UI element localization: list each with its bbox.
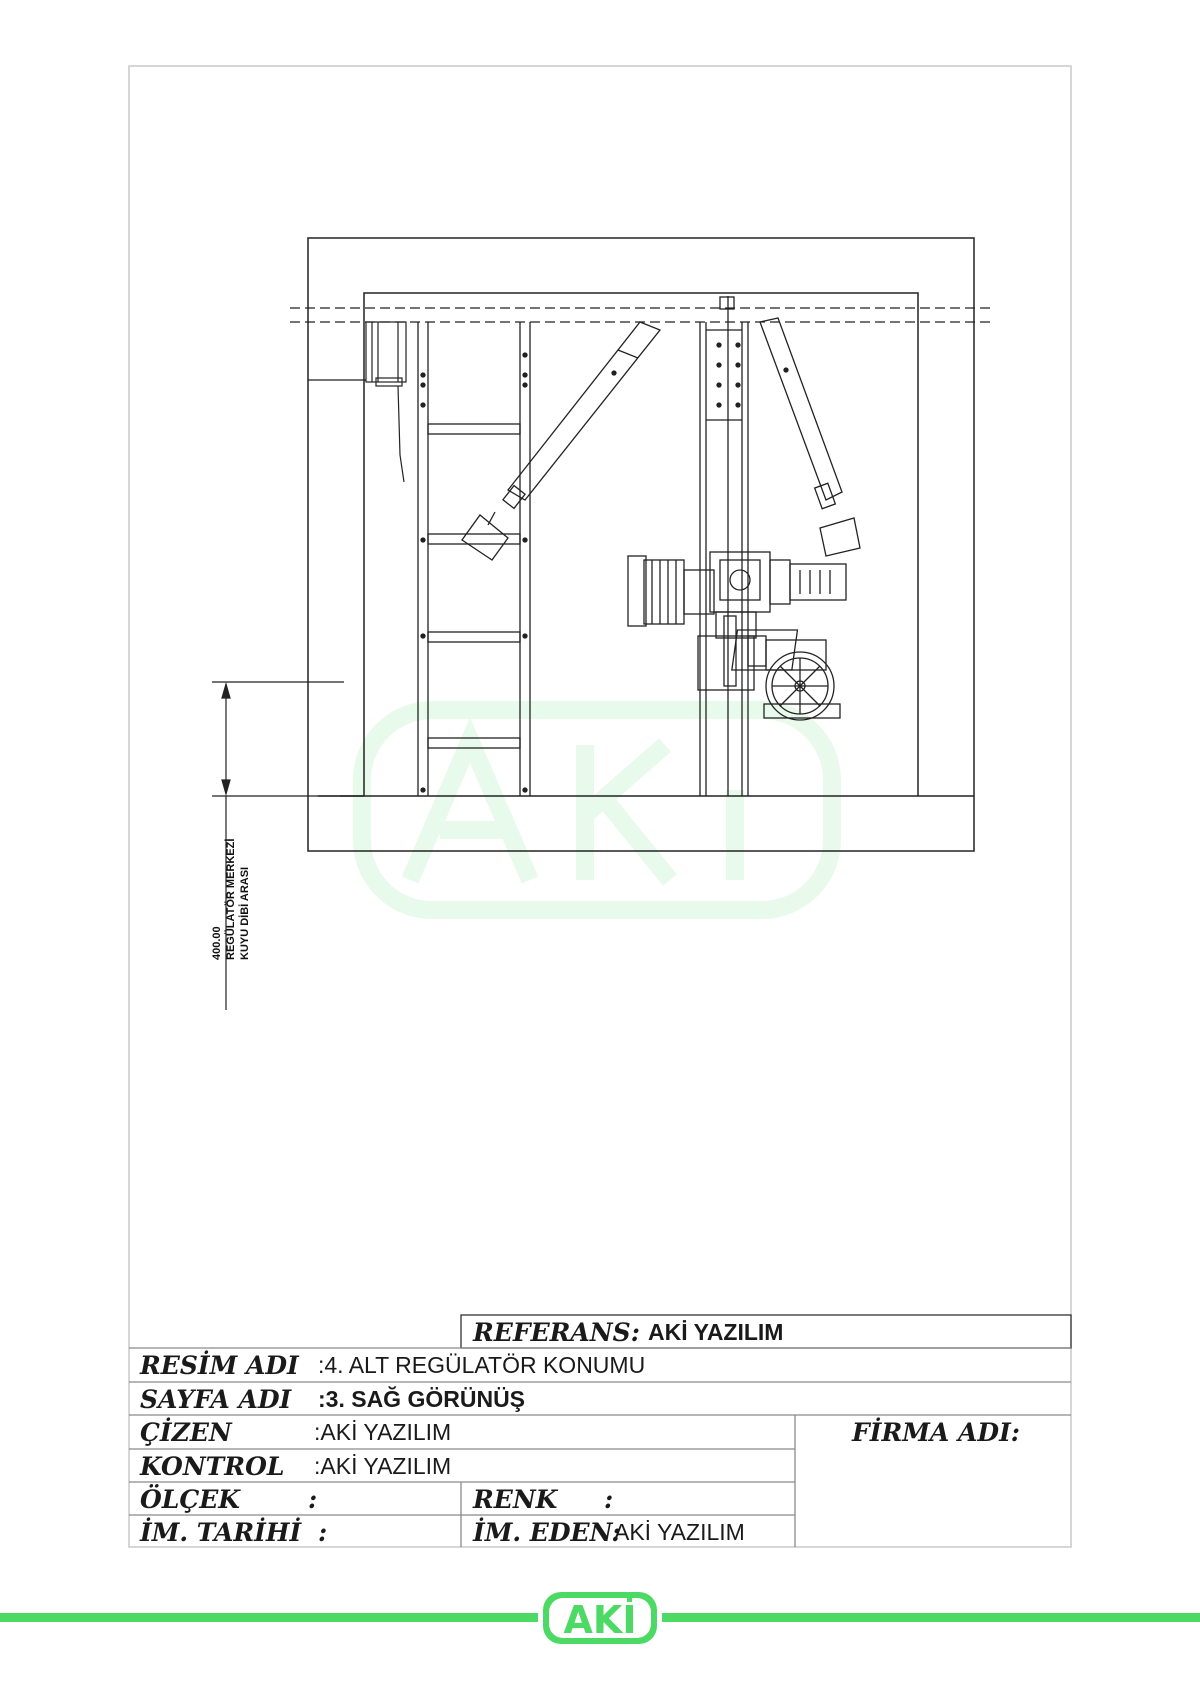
cizen-label: ÇİZEN (140, 1418, 232, 1447)
referans-value: AKİ YAZILIM (648, 1319, 784, 1345)
im-tarihi-label: İM. TARİHİ (140, 1518, 302, 1547)
sayfa-adi-value: :3. SAĞ GÖRÜNÜŞ (318, 1386, 526, 1412)
footer-logo-text: AKİ (563, 1598, 637, 1642)
kontrol-label: KONTROL (140, 1452, 285, 1481)
center-lines (290, 308, 994, 322)
renk-label: RENK (473, 1485, 558, 1514)
sayfa-adi-label: SAYFA ADI (140, 1385, 292, 1414)
ladder (418, 322, 530, 796)
im-eden-value: AKİ YAZILIM (614, 1519, 745, 1545)
top-left-bracket (308, 322, 406, 482)
firma-adi-label: FİRMA ADI: (852, 1418, 1020, 1447)
dimension-label-line2: KUYU DİBİ ARASI (239, 866, 251, 960)
olcek-colon: : (308, 1485, 318, 1514)
right-arm (760, 318, 860, 556)
resim-adi-value: :4. ALT REGÜLATÖR KONUMU (318, 1352, 646, 1378)
governor-assembly (628, 552, 846, 720)
left-arm (462, 322, 660, 560)
dimension-value: 400.00 (211, 926, 223, 960)
dimension-text (211, 839, 251, 960)
referans-label: REFERANS: (473, 1318, 640, 1347)
resim-adi-label: RESİM ADI (140, 1351, 299, 1380)
renk-colon: : (604, 1485, 614, 1514)
guide-rail (700, 296, 748, 796)
olcek-label: ÖLÇEK (140, 1485, 241, 1514)
dimension-label-line1: REGÜLATÖR MERKEZİ (225, 838, 237, 960)
kontrol-value: :AKİ YAZILIM (314, 1453, 452, 1479)
im-tarihi-colon: : (318, 1518, 328, 1547)
im-eden-label: İM. EDEN: (473, 1518, 621, 1547)
cizen-value: :AKİ YAZILIM (314, 1419, 452, 1445)
watermark-logo (362, 710, 832, 910)
